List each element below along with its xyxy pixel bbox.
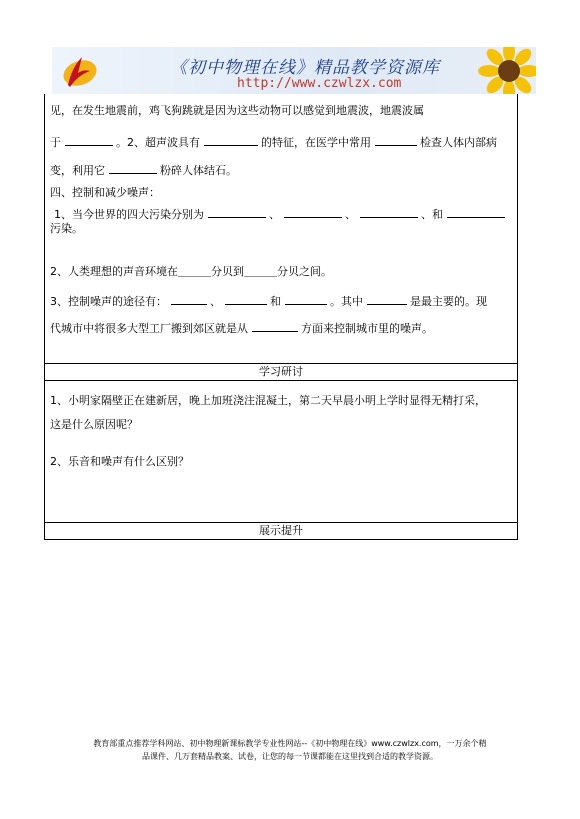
blank-field[interactable] <box>65 134 113 146</box>
text-line: 于 。2、超声波具有 的特征，在医学中常用 检查人体内部病 <box>50 136 497 149</box>
text-line: 1、当今世界的四大污染分别为 、 、 、和 <box>54 206 505 222</box>
banner-title: 《初中物理在线》精品教学资源库 <box>170 58 440 78</box>
blank-field[interactable] <box>109 162 157 174</box>
blank-field[interactable] <box>252 320 298 332</box>
sunflower-icon <box>476 47 536 94</box>
blank-field[interactable] <box>285 293 327 305</box>
banner-url: http://www.czwlzx.com <box>237 76 402 91</box>
section-header-study: 学习研讨 <box>44 363 518 381</box>
blank-field[interactable] <box>367 293 407 305</box>
text-line: 变，利用它 粉碎人体结石。 <box>50 164 237 177</box>
header-banner <box>52 47 536 94</box>
text-line: 1、小明家隔壁正在建新居，晚上加班浇注混凝土，第二天早晨小明上学时显得无精打采， <box>50 394 486 407</box>
blank-field[interactable] <box>225 293 267 305</box>
text-line: 2、乐音和噪声有什么区别？ <box>50 455 189 468</box>
footer-line: 教育部重点推荐学科网站、初中物理新课标教学专业性网站--《初中物理在线》www.czwlzx.com，一万余个精 <box>93 739 487 748</box>
text-line: 2、人类理想的声音环境在＿＿＿分贝到＿＿＿分贝之间。 <box>50 265 332 278</box>
blank-field[interactable] <box>375 134 417 146</box>
blank-field[interactable] <box>171 293 207 305</box>
section-heading: 四、控制和减少噪声： <box>50 186 160 199</box>
section-header-showcase: 展示提升 <box>44 522 518 540</box>
text-line: 见，在发生地震前，鸡飞狗跳就是因为这些动物可以感觉到地震波，地震波属 <box>50 104 424 117</box>
text-line: 3、控制噪声的途径有： 、 和 。其中 是最主要的。现 <box>50 295 487 308</box>
text-line: 污染。 <box>50 222 83 235</box>
blank-field[interactable] <box>447 206 505 218</box>
text-line: 这是什么原因呢？ <box>50 418 138 431</box>
blank-field[interactable] <box>208 206 266 218</box>
footer-line: 品课件、几万套精品教案、试卷，让您的每一节课都能在这里找到合适的教学资源。 <box>142 752 438 761</box>
blank-field[interactable] <box>284 206 342 218</box>
site-logo-icon <box>58 51 98 91</box>
blank-field[interactable] <box>360 206 418 218</box>
blank-field[interactable] <box>204 134 258 146</box>
text-line: 代城市中将很多大型工厂搬到郊区就是从 方面来控制城市里的噪声。 <box>50 322 433 335</box>
